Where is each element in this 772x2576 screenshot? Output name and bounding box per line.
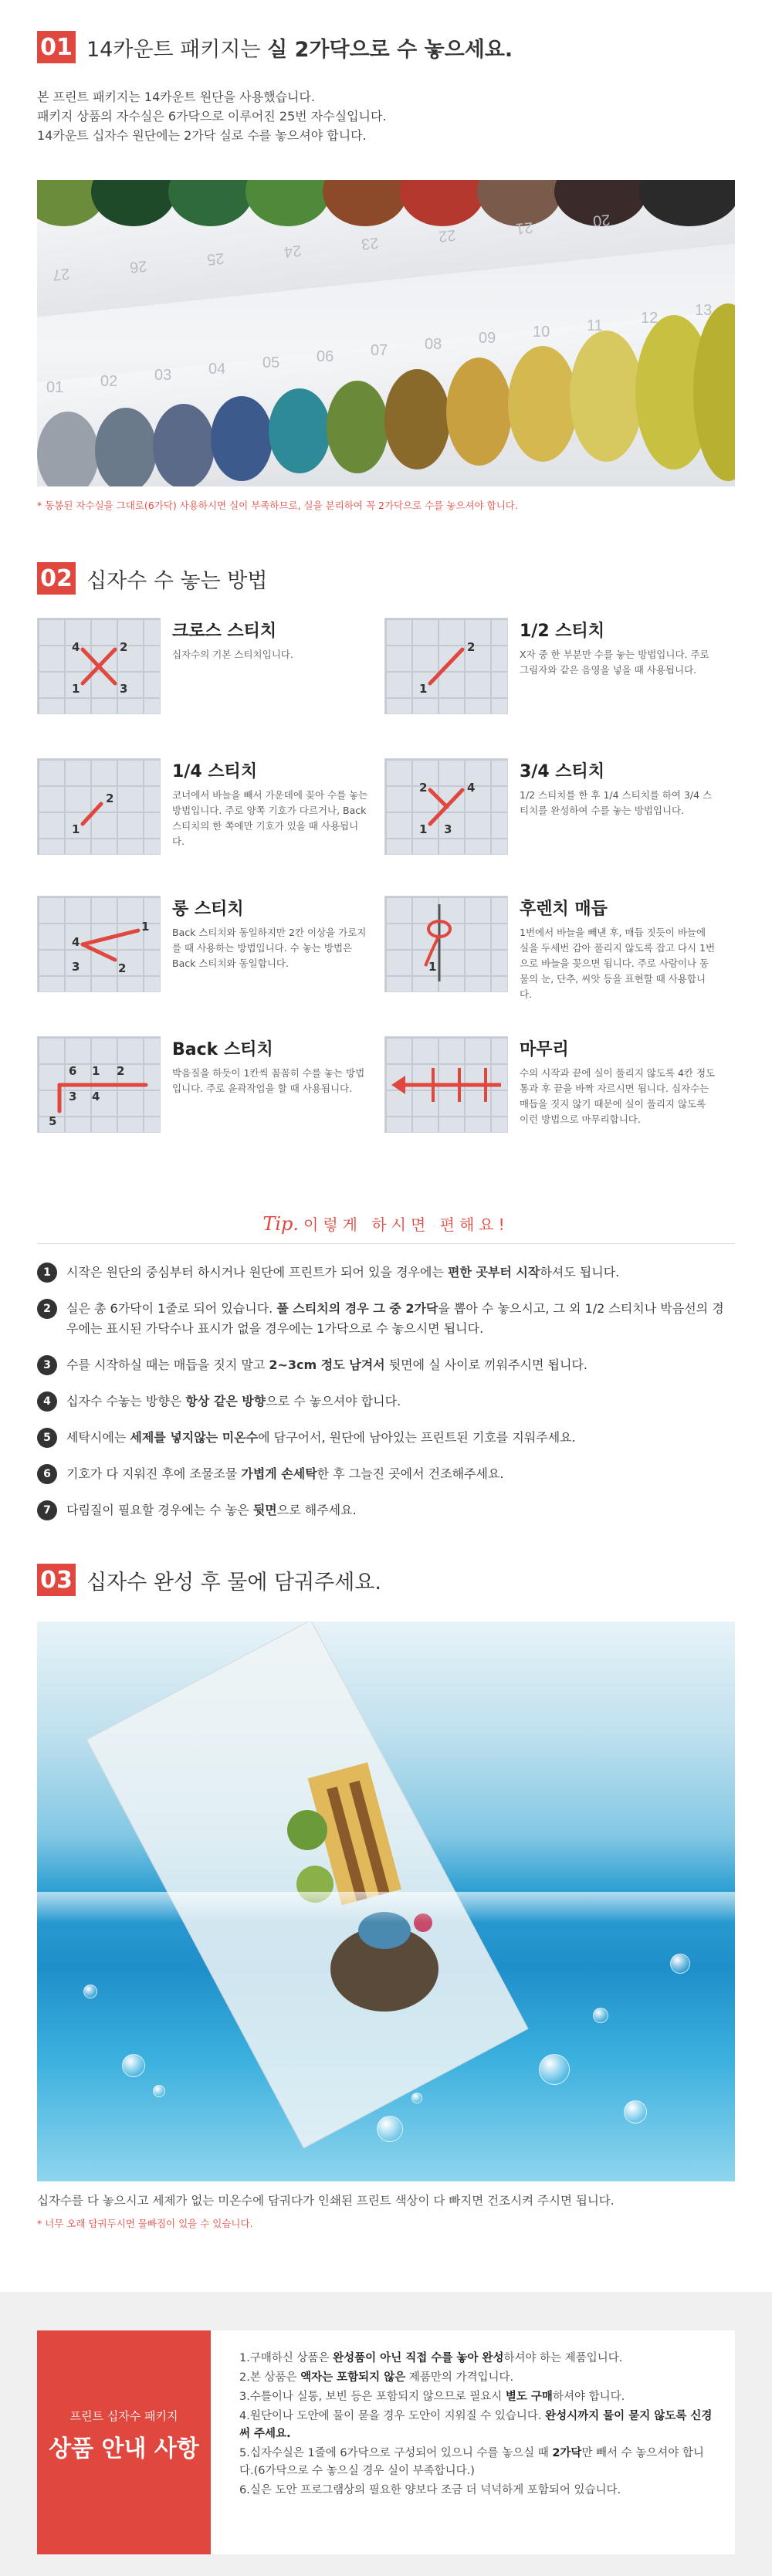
stitched-artwork <box>269 1737 469 2031</box>
stitch-swatch: 2 1 <box>37 758 161 855</box>
stitch-swatch: 6 1 2 3 4 5 <box>37 1036 161 1133</box>
stitch-desc: X자 중 한 부분만 수를 놓는 방법입니다. 주로 그림자와 같은 음영을 넣을 때 사용됩니다. <box>520 649 709 676</box>
stitch-desc: Back 스티치와 동일하지만 2칸 이상을 가로지를 때 사용하는 방법입니다. 수 놓는 방법은 Back 스티치와 동일합니다. <box>172 927 367 969</box>
bubble <box>83 1985 97 1998</box>
bubble <box>624 2100 647 2124</box>
stitch-title: 1/2 스티치 <box>520 622 605 641</box>
stitch-title: 롱 스티치 <box>172 900 244 919</box>
tip-item: 4 십자수 수놓는 방향은 항상 같은 방향으로 수 놓으셔야 합니다. <box>37 1391 735 1412</box>
stitch-french-knot <box>384 896 732 1019</box>
info-item: 4.원단이나 도안에 물이 묻을 경우 도안이 지워질 수 있습니다. 완성시까지 물이 묻지 않도록 신경써 주세요. <box>239 2410 713 2440</box>
section-number: 01 <box>37 31 76 63</box>
info-item: 2.본 상품은 액자는 포함되지 않은 제품만의 가격입니다. <box>239 2371 514 2384</box>
stitch-title: 크로스 스티치 <box>172 622 277 641</box>
stitch-swatch: 4 1 3 2 <box>37 896 161 992</box>
bubble <box>670 1954 690 1974</box>
skein <box>508 346 577 462</box>
skein <box>153 404 215 486</box>
section-number: 02 <box>37 562 76 595</box>
bubble <box>377 2116 403 2142</box>
stitch-cross <box>37 618 384 741</box>
stitch-swatch <box>384 1036 508 1133</box>
stitch-quarter <box>37 758 384 882</box>
thread-card-photo: 27 26 25 24 23 22 21 20 01 02 03 04 05 06 07 08 09 10 11 12 13 <box>37 180 735 486</box>
tip-list <box>37 1263 735 1537</box>
tip-heading: Tip. 이렇게 하시면 편해요! <box>262 1213 510 1235</box>
stitch-desc: 수의 시작과 끝에 실이 풀리지 않도록 4칸 정도 통과 후 끝을 바짝 자르시면 됩니다. 십자수는 매듭을 짓지 않기 때문에 실이 풀리지 않도록 이런 방법으로 마무리합니다. <box>520 1067 716 1125</box>
soaking-photo <box>37 1622 735 2181</box>
bubble <box>539 2054 570 2085</box>
tip-item: 3 수를 시작하실 때는 매듭을 짓지 말고 2~3cm 정도 남겨서 뒷면에 실 사이로 끼워주시면 됩니다. <box>37 1355 735 1375</box>
stitch-half <box>384 618 732 741</box>
skein <box>570 330 643 462</box>
stitch-finish <box>384 1036 732 1160</box>
stitch-desc: 1/2 스티치를 한 후 1/4 스티치를 하여 3/4 스티치를 완성하여 수를 놓는 방법입니다. <box>520 789 713 816</box>
stitch-desc: 1번에서 바늘을 빼낸 후, 매듭 짓듯이 바늘에 실을 두세번 감아 풀리지 않도록 잡고 다시 1번으로 바늘을 꽂으면 됩니다. 주로 사람이나 동물의 눈, 단추, 씨앗 등을 표현할 때 사용합니다. <box>520 927 716 1000</box>
product-info-list <box>239 2350 714 2501</box>
info-item: 3.수틀이나 실통, 보빈 등은 포함되지 않으므로 필요시 별도 구매하셔야 합니다. <box>239 2391 625 2403</box>
stitch-three-quarter <box>384 758 732 882</box>
section1-note: * 동봉된 자수실을 그대로(6가닥) 사용하시면 실이 부족하므로, 실을 분리하여 꼭 2가닥으로 수를 놓으셔야 합니다. <box>37 500 518 511</box>
stitch-desc: 코너에서 바늘을 빼서 가운데에 꽂아 수를 놓는 방법입니다. 주로 양쪽 기호가 다르거나, Back 스티치의 한 쪽에만 기호가 있을 때 사용됩니다. <box>172 789 368 847</box>
section-title: 십자수 완성 후 물에 담궈주세요. <box>86 1570 381 1595</box>
section3-text: 십자수를 다 놓으시고 세제가 없는 미온수에 담궈다가 인쇄된 프린트 색상이 다 빠지면 건조시켜 주시면 됩니다. <box>37 2194 615 2208</box>
info-item: 1.구매하신 상품은 완성품이 아닌 직접 수를 놓아 완성하셔야 하는 제품입니다. <box>239 2352 623 2364</box>
section-title: 14카운트 패키지는 실 2가닥으로 수 놓으세요. <box>86 37 513 62</box>
product-info-label: 프린트 십자수 패키지 상품 안내 사항 <box>37 2330 211 2554</box>
tip-item: 2 실은 총 6가닥이 1줄로 되어 있습니다. 풀 스티치의 경우 그 중 2가닥을 뽑아 수 놓으시고, 그 외 1/2 스티치나 박음선의 경우에는 표시된 가닥수나 표시가 없을 경우에는 1가닥으로 수 놓으시면 됩니다. <box>37 1299 735 1339</box>
stitch-swatch: 4 2 1 3 <box>37 618 161 714</box>
bubble <box>411 2093 422 2103</box>
skein <box>95 408 157 486</box>
product-info-card <box>37 2330 735 2554</box>
tip-item: 1 시작은 원단의 중심부터 하시거나 원단에 프린트가 되어 있을 경우에는 편한 곳부터 시작하셔도 됩니다. <box>37 1263 735 1283</box>
stitch-swatch: 2 4 3 1 <box>384 758 508 855</box>
tip-item: 5 세탁시에는 세제를 넣지않는 미온수에 담구어서, 원단에 남아있는 프린트된 기호를 지워주세요. <box>37 1428 735 1448</box>
bubble <box>153 2085 165 2097</box>
stitch-title: 3/4 스티치 <box>520 762 605 781</box>
stitch-title: 마무리 <box>520 1040 569 1059</box>
skein <box>269 388 330 473</box>
section-title: 십자수 수 놓는 방법 <box>86 568 268 593</box>
skein <box>384 369 450 469</box>
tip-item: 6 기호가 다 지워진 후에 조물조물 가볍게 손세탁한 후 그늘진 곳에서 건조해주세요. <box>37 1464 735 1484</box>
stitch-title: 1/4 스티치 <box>172 762 258 781</box>
divider <box>37 1243 735 1244</box>
section1-intro: 본 프린트 패키지는 14카운트 원단을 사용했습니다. 패키지 상품의 자수실은 6가닥으로 이루어진 25번 자수실입니다. 14카운트 십자수 원단에는 2가닥 실로 수를 놓으셔야 합니다. <box>37 90 387 143</box>
section2-header <box>37 562 267 595</box>
section-number: 03 <box>37 1564 76 1596</box>
section1-header <box>37 31 513 63</box>
stitch-swatch: 1 <box>384 896 508 992</box>
info-item: 6.실은 도안 프로그램상의 필요한 양보다 조금 더 넉넉하게 포함되어 있습니다. <box>239 2484 621 2496</box>
water-surface <box>37 1892 735 1923</box>
stitch-desc: 십자수의 기본 스티치입니다. <box>172 649 293 660</box>
stitch-title: Back 스티치 <box>172 1040 273 1059</box>
section3-note: * 너무 오래 담궈두시면 물빠짐이 있을 수 있습니다. <box>37 2218 253 2229</box>
stitch-desc: 박음질을 하듯이 1칸씩 꼼꼼히 수를 놓는 방법입니다. 주로 윤곽작업을 할 때 사용됩니다. <box>172 1067 365 1094</box>
bubble <box>593 2008 608 2023</box>
skein <box>446 358 512 466</box>
tip-item: 7 다림질이 필요할 경우에는 수 놓은 뒷면으로 해주세요. <box>37 1500 735 1520</box>
stitch-long <box>37 896 384 1019</box>
skein <box>327 381 388 473</box>
stitch-title: 후렌치 매듭 <box>520 900 608 919</box>
section3-header <box>37 1564 381 1596</box>
bubble <box>122 2054 145 2077</box>
stitch-back <box>37 1036 384 1160</box>
stitch-swatch: 2 1 <box>384 618 508 714</box>
skein <box>211 396 273 481</box>
info-item: 5.십자수실은 1줄에 6가닥으로 구성되어 있으니 수를 놓으실 때 2가닥만 빼서 수 놓으셔야 합니다.(6가닥으로 수 놓으실 경우 실이 부족합니다.) <box>239 2447 704 2477</box>
